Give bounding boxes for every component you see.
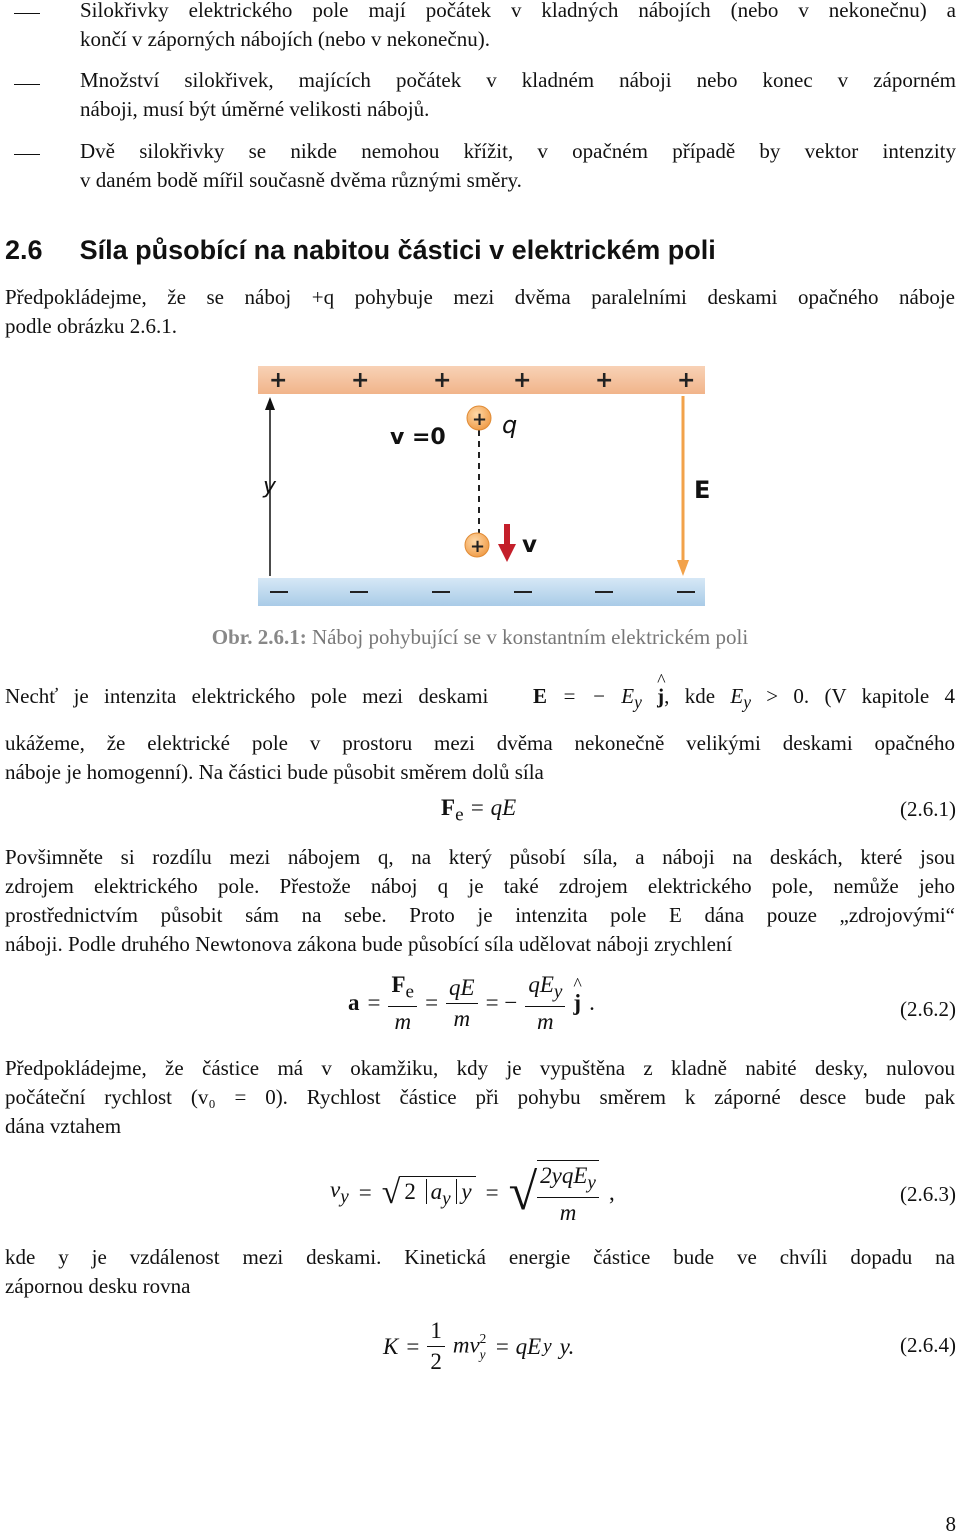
sqrt-fraction: √ $\frac{2yqE_y}{m}$ [509, 1160, 599, 1226]
dash-marker [14, 154, 40, 155]
bullet-item: Množství silokřivek, majících počátek v kladném náboji nebo konec v záporném náboji, musí být úměrné velikosti nábojů. [80, 68, 956, 121]
intro-paragraph: Předpokládejme, že se náboj +q pohybuje mezi dvěma paralelními deskami opačného náboje podle obrázku 2.6.1. [5, 285, 955, 338]
svg-text:+: + [470, 536, 486, 557]
page-number: 8 [945, 1512, 956, 1536]
paragraph-kinetic-energy: kde y je vzdálenost mezi deskami. Kinetická energie částice bude ve chvíli dopadu na zápornou desku rovna [5, 1245, 955, 1298]
equation-2-6-4: K = $\frac{1}{2}$ mv 2 y = qE y y. [383, 1318, 575, 1374]
equation-number: (2.6.1) [900, 797, 956, 821]
caption-text: Náboj pohybující se v konstantním elektrickém poli [311, 625, 749, 649]
equation-number: (2.6.2) [900, 997, 956, 1021]
equation-number: (2.6.3) [900, 1182, 956, 1206]
paragraph-field-definition: Nechť je intenzita elektrického pole mezi deskami E = − $E_y$ ^ j, kde $E_y > 0$. (V kapitole 4 ukážeme, že elektrické pole v prostoru mezi dvěma nekonečně velikými deskami opačného náboje je homogenní). Na částici bude působit směrem dolů síla [5, 682, 955, 787]
plus-sign: + [677, 368, 696, 393]
y-label: y [263, 474, 277, 499]
E-label: E [694, 476, 711, 504]
equation-number: (2.6.4) [900, 1333, 956, 1357]
plus-sign: + [595, 368, 614, 393]
section-number: 2.6 [5, 235, 43, 265]
figure-charge-between-plates [258, 366, 711, 606]
plus-sign: + [433, 368, 452, 393]
dash-marker [14, 84, 40, 85]
section-title: Síla působící na nabitou částici v elektrickém poli [79, 235, 716, 265]
equation-2-6-2: a = $\frac{F_e}{m}$ = $\frac{qE}{m}$ = − $\frac{qE_y}{m}$ ^ j . [348, 972, 595, 1035]
paragraph-initial-velocity: Předpokládejme, že částice má v okamžiku, kdy je vypuštěna z kladně nabité desky, nulovou počáteční rychlost (v₀ = 0). Rychlost částice při pohybu směrem k záporné desce bude pak dána vztahem [5, 1056, 955, 1138]
dash-marker [14, 13, 40, 14]
equation-2-6-1: $F_e$ = qE [441, 795, 517, 826]
plus-sign: + [269, 368, 288, 393]
charge-initial [467, 406, 491, 430]
positive-plate [258, 366, 705, 394]
plus-sign: + [513, 368, 532, 393]
sqrt-2ay: √ 2 $a_y$ y [382, 1176, 476, 1211]
paragraph-source-charges: Povšimněte si rozdílu mezi nábojem q, na který působí síla, a náboji na deskách, které jsou zdrojem elektrického pole. Přestože náboj q je také zdrojem elektrického pole, nemůže jeho prostřednictvím působit sám na sebe. Proto je intenzita pole E dána pouze „zdrojovými“ náboji. Podle druhého Newtonova zákona bude působící síla udělovat náboji zrychlení [5, 845, 955, 956]
velocity-arrow [498, 524, 516, 562]
svg-text:+: + [472, 409, 488, 430]
q-label: q [502, 411, 518, 439]
negative-plate [258, 578, 705, 606]
field-arrow [677, 396, 689, 576]
section-heading [5, 235, 716, 266]
plus-sign: + [351, 368, 370, 393]
caption-label: Obr. 2.6.1: [211, 625, 307, 649]
bullet-item: Dvě silokřivky se nikde nemohou křížit, v opačném případě by vektor intenzity v daném bodě mířil současně dvěma různými směry. [80, 139, 956, 192]
v-zero-label: v =0 [390, 425, 446, 450]
v-label: v [522, 532, 537, 558]
equation-2-6-3: $v_y$ = √ 2 $a_y$ y = √ $\frac{2yqE_y}{m}$ , [330, 1160, 615, 1226]
figure-caption [0, 625, 960, 650]
charge-moving [465, 533, 489, 557]
bullet-item: Silokřivky elektrického pole mají počátek v kladných nábojích (nebo v nekonečnu) a končí v záporných nábojích (nebo v nekonečnu). [80, 0, 956, 51]
